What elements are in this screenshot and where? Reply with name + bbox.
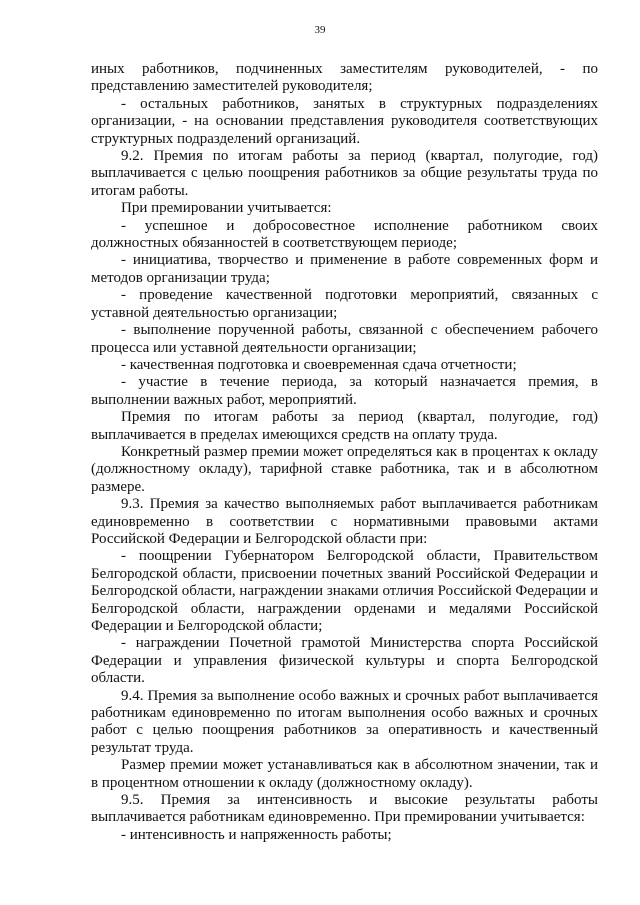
- paragraph: иных работников, подчиненных заместителям руководителей, - по представлению заместителей руководителя;: [91, 61, 598, 95]
- paragraph: Размер премии может устанавливаться как в абсолютном значении, так и в процентном отношении к окладу (должностному окладу).: [91, 757, 598, 791]
- page-number: 39: [314, 24, 326, 36]
- paragraph: Конкретный размер премии может определяться как в процентах к окладу (должностному окладу), тарифной ставке работника, так и в абсолютном размере.: [91, 443, 598, 495]
- paragraph: - выполнение порученной работы, связанной с обеспечением рабочего процесса или уставной деятельности организации;: [91, 322, 598, 356]
- paragraph: - остальных работников, занятых в структурных подразделениях организации, - на основании представления руководителя соответствующих структурных подразделений организаций.: [91, 95, 598, 147]
- paragraph: 9.3. Премия за качество выполняемых работ выплачивается работникам единовременно в соответствии с нормативными правовыми актами Российской Федерации и Белгородской области при:: [91, 496, 598, 547]
- paragraph: - качественная подготовка и своевременная сдача отчетности;: [121, 356, 517, 373]
- paragraph: - участие в течение периода, за который назначается премия, в выполнении важных работ, мероприятий.: [91, 374, 598, 408]
- paragraph: Премия по итогам работы за период (квартал, полугодие, год) выплачивается в пределах имеющихся средств на оплату труда.: [91, 409, 598, 443]
- paragraph: - награждении Почетной грамотой Министерства спорта Российской Федерации и управления физической культуры и спорта Белгородской области.: [91, 635, 598, 687]
- paragraph: 9.4. Премия за выполнение особо важных и срочных работ выплачивается работникам единовременно по итогам выполнения особо важных и срочных работ с целью поощрения работников за оперативность и качественный результат труда.: [91, 687, 598, 756]
- paragraph: 9.5. Премия за интенсивность и высокие результаты работы выплачивается работникам единовременно. При премировании учитывается:: [91, 792, 598, 826]
- paragraph: При премировании учитывается:: [121, 200, 332, 217]
- document-body: [91, 61, 598, 844]
- paragraph: - интенсивность и напряженность работы;: [121, 826, 392, 843]
- paragraph: - проведение качественной подготовки мероприятий, связанных с уставной деятельностью организации;: [91, 287, 598, 321]
- paragraph: - поощрении Губернатором Белгородской области, Правительством Белгородской области, присвоении почетных званий Российской Федерации и Белгородской области, награждении знаками отличия Российской Федерации и Белгородской области, награждении орденами и медалями Российской Федерации и Белгородской области;: [91, 548, 598, 634]
- paragraph: 9.2. Премия по итогам работы за период (квартал, полугодие, год) выплачивается с целью поощрения работников за общие результаты труда по итогам работы.: [91, 148, 598, 199]
- paragraph: - инициатива, творчество и применение в работе современных форм и методов организации труда;: [91, 252, 598, 286]
- paragraph: - успешное и добросовестное исполнение работником своих должностных обязанностей в соответствующем периоде;: [91, 217, 598, 252]
